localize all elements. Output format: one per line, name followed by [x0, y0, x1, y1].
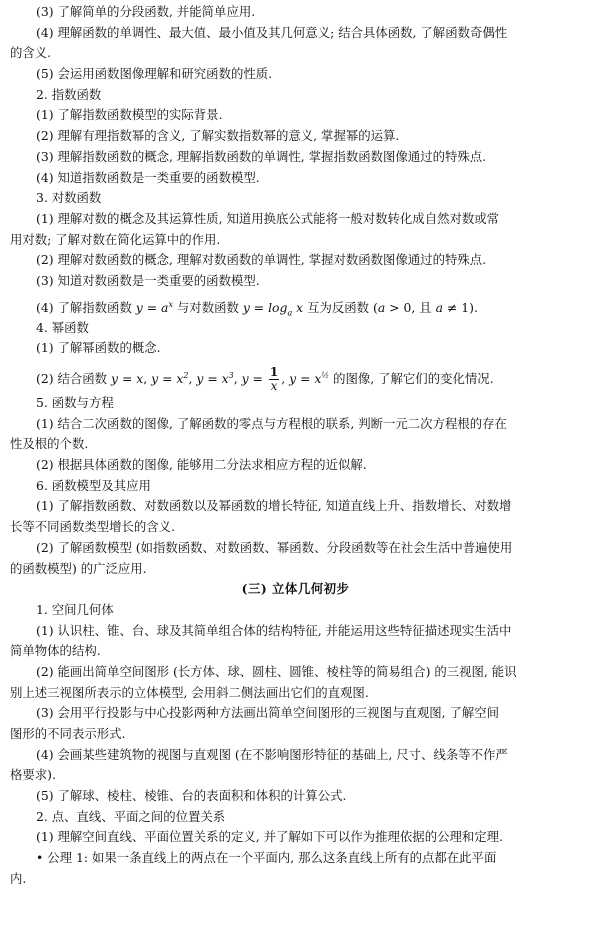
text-line: (1) 了解指数函数模型的实际背景. [36, 107, 223, 123]
formula-exp: $y = a^x$ [135, 299, 173, 315]
subheading: 1. 空间几何体 [36, 601, 114, 617]
power-functions-line: (2) 结合函数 y = x, $y = x^2$, $y = x^3$, y = $\frac{1}{x}$ , $y = x^{\frac{1}{2}}$ 的图像, 了解它们的变化情况. [36, 365, 494, 393]
text-line: 内. [10, 870, 27, 886]
text-line: (1) 理解空间直线、平面位置关系的定义, 并了解如下可以作为推理依据的公理和定理. [36, 829, 503, 845]
subheading: 5. 函数与方程 [36, 395, 114, 410]
formula-power-2: $y = x^2$ [151, 371, 189, 387]
subheading: 4. 幂函数 [36, 319, 89, 335]
bullet-item: • 公理 1: 如果一条直线上的两点在一个平面内, 那么这条直线上所有的点都在此平面 [36, 850, 497, 866]
text-line: (2) 能画出简单空间图形 (长方体、球、圆柱、圆锥、棱柱等的简易组合) 的三视图, 能识 [36, 663, 517, 679]
text-line: (2) 理解有理指数幂的含义, 了解实数指数幂的意义, 掌握幂的运算. [36, 128, 400, 144]
text-line: 用对数; 了解对数在简化运算中的作用. [10, 231, 221, 247]
text-line: 的含义. [10, 45, 52, 61]
subheading: 2. 点、直线、平面之间的位置关系 [36, 808, 226, 824]
text-line: (1) 理解对数的概念及其运算性质, 知道用换底公式能将一般对数转化成自然对数或常 [36, 210, 500, 226]
formula-power-4: y = [241, 371, 267, 387]
text-line: (2) 根据具体函数的图像, 能够用二分法求相应方程的近似解. [36, 457, 367, 473]
formula-power-5: $y = x^{\frac{1}{2}}$ [289, 371, 330, 387]
text-line: 别上述三视图所表示的立体模型, 会用斜二侧法画出它们的直观图. [10, 684, 369, 700]
text-line: 格要求). [10, 767, 56, 783]
subheading: 3. 对数函数 [36, 190, 102, 206]
text-line: (4) 会画某些建筑物的视图与直观图 (在不影响图形特征的基础上, 尺寸、线条等不作严 [36, 746, 508, 762]
text-line: (3) 理解指数函数的概念, 理解指数函数的单调性, 掌握指数函数图像通过的特殊点. [36, 148, 487, 164]
text-line: (3) 知道对数函数是一类重要的函数模型. [36, 272, 260, 288]
text-line: (1) 认识柱、锥、台、球及其简单组合体的结构特征, 并能运用这些特征描述现实生活中 [36, 622, 512, 638]
text-line: (5) 了解球、棱柱、棱锥、台的表面积和体积的计算公式. [36, 788, 347, 804]
text-line: (5) 会运用函数图像理解和研究函数的性质. [36, 66, 273, 82]
text-line: (4) 知道指数函数是一类重要的函数模型. [36, 169, 260, 185]
text-line: (1) 了解幂函数的概念. [36, 340, 161, 356]
text-line: 简单物体的结构. [10, 643, 101, 659]
text-line: 的函数模型) 的广泛应用. [10, 560, 147, 576]
text-line: (3) 了解简单的分段函数, 并能简单应用. [36, 4, 256, 19]
text-segment: (4) 了解指数函数 [36, 299, 132, 315]
formula-power-3: $y = x^3$ [196, 371, 234, 387]
formula-power-1: y = x [111, 371, 144, 387]
subheading: 2. 指数函数 [36, 86, 102, 102]
formula-log: $y = \log_a x$ [242, 299, 304, 318]
text-line: 性及根的个数. [10, 436, 89, 452]
section-title: (三) 立体几何初步 [241, 581, 350, 597]
text-line: (2) 了解函数模型 (如指数函数、对数函数、幂函数、分段函数等在社会生活中普遍使用 [36, 539, 513, 555]
text-line: 长等不同函数类型增长的含义. [10, 519, 176, 535]
text-line: (3) 会用平行投影与中心投影两种方法画出简单空间图形的三视图与直观图, 了解空间 [36, 705, 500, 721]
text-line: (2) 理解对数函数的概念, 理解对数函数的单调性, 掌握对数函数图像通过的特殊点. [36, 252, 487, 268]
text-line: (4) 理解函数的单调性、最大值、最小值及其几何意义; 结合具体函数, 了解函数奇偶性 [36, 24, 508, 40]
fraction-one-over-x: $\frac{1}{x}$ [269, 365, 279, 393]
subheading: 6. 函数模型及其应用 [36, 477, 151, 493]
text-line: (1) 结合二次函数的图像, 了解函数的零点与方程根的联系, 判断一元二次方程根的存在 [36, 415, 507, 431]
text-line: 图形的不同表示形式. [10, 726, 126, 741]
text-line: (1) 了解指数函数、对数函数以及幂函数的增长特征, 知道直线上升、指数增长、对数增 [36, 498, 512, 514]
exp-log-inverse-line: (4) 了解指数函数 $y = a^x$ 与对数函数 $y = \log_a x$ 互为反函数 (a > 0, 且 a ≠ 1). [36, 299, 478, 318]
